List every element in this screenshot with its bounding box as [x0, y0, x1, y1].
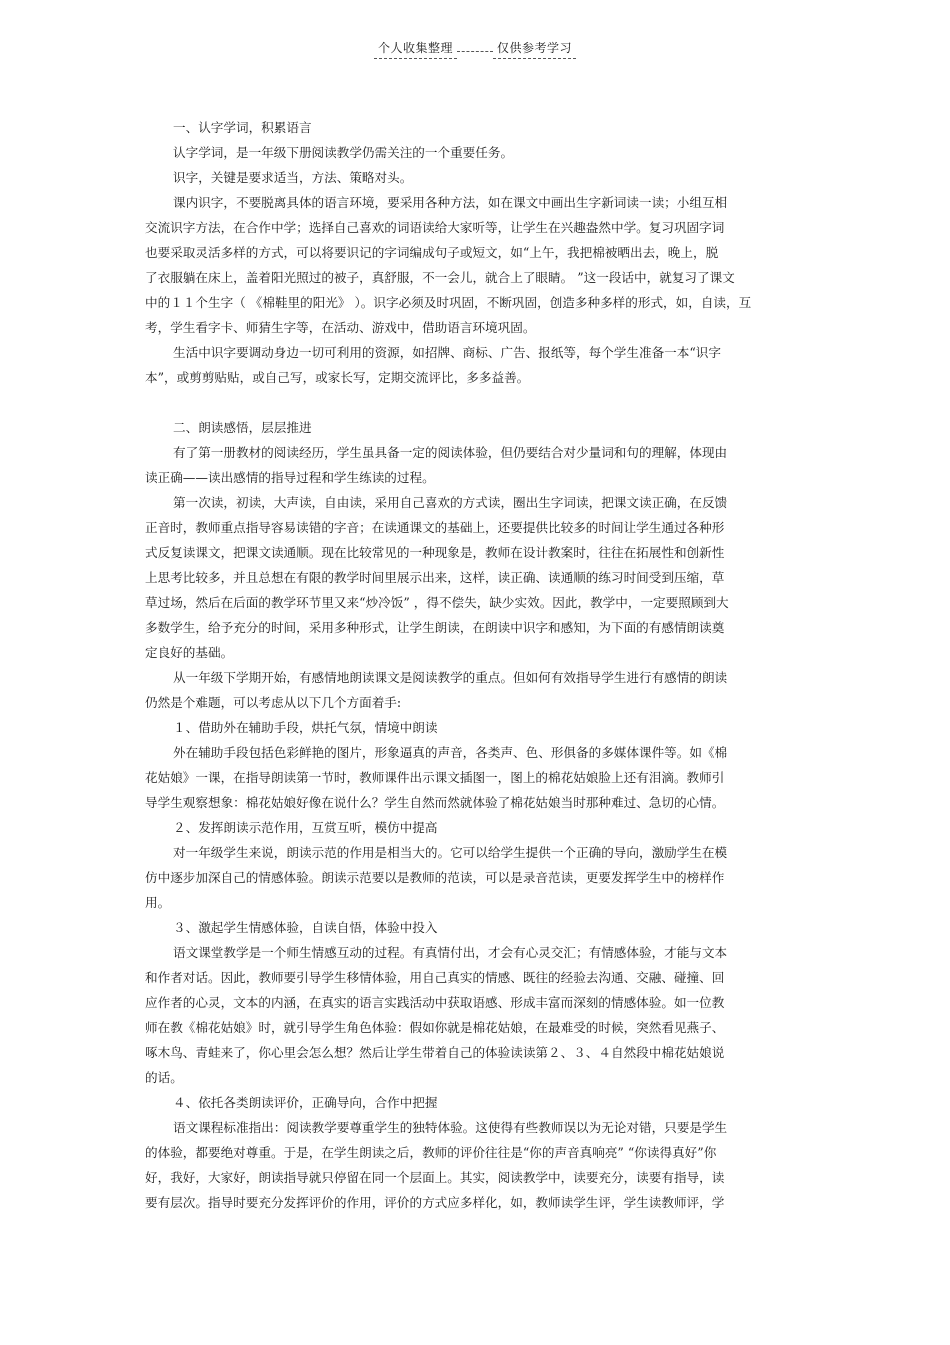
- subsection-heading: ２、发挥朗读示范作用，互赏互听，模仿中提高: [173, 820, 438, 835]
- text-line: 有了第一册教材的阅读经历，学生虽具备一定的阅读体验，但仍要结合对少量词和句的理解，体现由: [173, 445, 728, 460]
- text-line: 语文课堂教学是一个师生情感互动的过程。有真情付出，才会有心灵交汇；有情感体验，才能与文本: [173, 945, 728, 960]
- text-line: 考，学生看字卡、师猜生字等，在活动、游戏中，借助语言环境巩固。: [145, 320, 536, 335]
- text-line: 交流识字方法，在合作中学；选择自己喜欢的词语读给大家听等，让学生在兴趣盎然中学。复习巩固字词: [145, 220, 725, 235]
- text-line: 草过场，然后在后面的教学环节里又来“炒冷饭” ，得不偿失，缺少实效。因此，教学中，一定要照顾到大: [145, 595, 729, 610]
- text-line: 导学生观察想象：棉花姑娘好像在说什么？学生自然而然就体验了棉花姑娘当时那种难过、急切的心情。: [145, 795, 725, 810]
- text-line: 应作者的心灵，文本的内涵，在真实的语言实践活动中获取语感、形成丰富而深刻的情感体验。如一位教: [145, 995, 725, 1010]
- text-line: 定良好的基础。: [145, 645, 234, 660]
- subsection-heading: ４、依托各类朗读评价，正确导向，合作中把握: [173, 1095, 438, 1110]
- text-line: 课内识字，不要脱离具体的语言环境，要采用各种方法，如在课文中画出生字新词读一读；小组互相: [173, 195, 728, 210]
- text-line: 用。: [145, 895, 171, 910]
- text-line: 从一年级下学期开始，有感情地朗读课文是阅读教学的重点。但如何有效指导学生进行有感情的朗读: [173, 670, 728, 685]
- text-line: 上思考比较多，并且总想在有限的教学时间里展示出来，这样，读正确、读通顺的练习时间受到压缩，草: [145, 570, 725, 585]
- text-line: 读正确——读出感情的指导过程和学生练读的过程。: [145, 470, 435, 485]
- text-line: 中的１１个生字（ 《棉鞋里的阳光》 ）。识字必须及时巩固，不断巩固，创造多种多样的形式，如，自读，互: [145, 295, 752, 310]
- header-divider: [457, 49, 493, 52]
- text-line: 对一年级学生来说，朗读示范的作用是相当大的。它可以给学生提供一个正确的导向，激励学生在模: [173, 845, 728, 860]
- section-heading: 一、认字学词，积累语言: [173, 120, 312, 135]
- text-line: 和作者对话。因此，教师要引导学生移情体验，用自己真实的情感、既往的经验去沟通、交融、碰撞、回: [145, 970, 725, 985]
- text-line: 好，我好，大家好，朗读指导就只停留在同一个层面上。其实，阅读教学中，读要充分，读要有指导，读: [145, 1170, 725, 1185]
- text-line: 了衣服躺在床上，盖着阳光照过的被子，真舒服，不一会儿，就合上了眼睛。 ”这一段话中，就复习了课文: [145, 270, 735, 285]
- text-line: 的话。: [145, 1070, 183, 1085]
- page-header: [0, 39, 950, 59]
- text-line: 式反复读课文，把课文读通顺。现在比较常见的一种现象是，教师在设计教案时，往往在拓展性和创新性: [145, 545, 725, 560]
- header-right-text: 仅供参考学习: [493, 39, 576, 59]
- text-line: 语文课程标准指出：阅读教学要尊重学生的独特体验。这使得有些教师误以为无论对错，只要是学生: [173, 1120, 728, 1135]
- text-line: 第一次读，初读，大声读，自由读，采用自己喜欢的方式读，圈出生字词读，把课文读正确，在反馈: [173, 495, 728, 510]
- text-line: 要有层次。指导时要充分发挥评价的作用，评价的方式应多样化，如，教师读学生评，学生读教师评，学: [145, 1195, 725, 1210]
- text-line: 外在辅助手段包括色彩鲜艳的图片，形象逼真的声音，各类声、色、形俱备的多媒体课件等。如《棉: [173, 745, 728, 760]
- section-heading: 二、朗读感悟，层层推进: [173, 420, 312, 435]
- text-line: 认字学词，是一年级下册阅读教学仍需关注的一个重要任务。: [173, 145, 514, 160]
- text-line: 多数学生，给予充分的时间，采用多种形式，让学生朗读，在朗读中识字和感知，为下面的有感情朗读奠: [145, 620, 725, 635]
- text-line: 正音时，教师重点指导容易读错的字音；在读通课文的基础上，还要提供比较多的时间让学生通过各种形: [145, 520, 725, 535]
- text-line: 也要采取灵活多样的方式，可以将要识记的字词编成句子或短文，如“上午，我把棉被晒出去，晚上，脱: [145, 245, 719, 260]
- text-line: 本”，或剪剪贴贴，或自己写，或家长写，定期交流评比，多多益善。: [145, 370, 530, 385]
- text-line: 花姑娘》一课，在指导朗读第一节时，教师课件出示课文插图一，图上的棉花姑娘脸上还有泪滴。教师引: [145, 770, 725, 785]
- text-line: 的体验，都要绝对尊重。于是，在学生朗读之后，教师的评价往往是“你的声音真响亮” “你读得真好”你: [145, 1145, 717, 1160]
- text-line: 识字，关键是要求适当，方法、策略对头。: [173, 170, 413, 185]
- text-line: 生活中识字要调动身边一切可利用的资源，如招牌、商标、广告、报纸等，每个学生准备一本“识字: [173, 345, 721, 360]
- text-line: 仍然是个难题，可以考虑从以下几个方面着手:: [145, 695, 402, 710]
- subsection-heading: １、借助外在辅助手段，烘托气氛，情境中朗读: [173, 720, 438, 735]
- header-left-text: 个人收集整理: [374, 39, 457, 59]
- subsection-heading: ３、激起学生情感体验，自读自悟，体验中投入: [173, 920, 438, 935]
- text-line: 师在教《棉花姑娘》时，就引导学生角色体验：假如你就是棉花姑娘，在最难受的时候，突然看见燕子、: [145, 1020, 725, 1035]
- text-line: 啄木鸟、青蛙来了，你心里会怎么想？然后让学生带着自己的体验读读第２、３、４自然段中棉花姑娘说: [145, 1045, 725, 1060]
- text-line: 仿中逐步加深自己的情感体验。朗读示范要以是教师的范读，可以是录音范读，更要发挥学生中的榜样作: [145, 870, 725, 885]
